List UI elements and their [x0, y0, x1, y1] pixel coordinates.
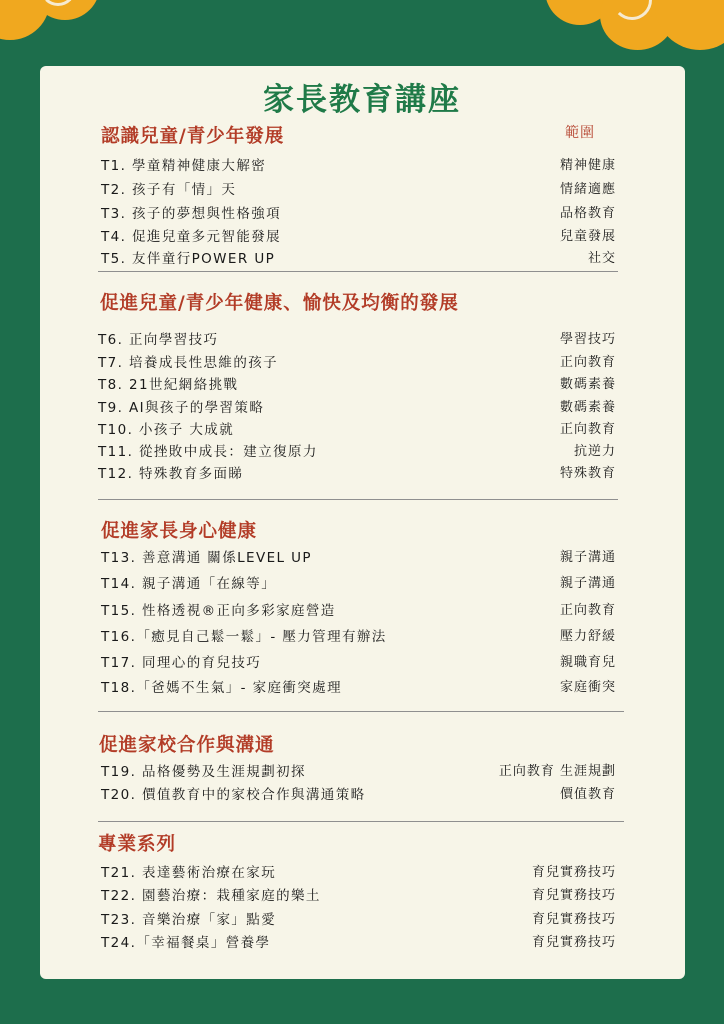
- category-label: 情緒適應: [559, 182, 616, 197]
- topic-label: T3. 孩子的夢想與性格強項: [101, 206, 282, 222]
- topic-label: T17. 同理心的育兒技巧: [101, 655, 262, 671]
- list-item: [0, 462, 724, 482]
- list-item: [0, 676, 724, 696]
- topic-label: T21. 表達藝術治療在家玩: [101, 865, 277, 881]
- list-item: [0, 931, 724, 951]
- category-label: 親子溝通: [559, 576, 616, 591]
- category-label: 正向教育: [559, 603, 616, 618]
- topic-label: T16.「癒見自己鬆一鬆」- 壓力管理有辦法: [101, 629, 387, 645]
- list-item: [0, 418, 724, 438]
- category-label: 價值教育: [559, 787, 616, 802]
- category-label: 數碼素養: [559, 400, 616, 415]
- list-item: [0, 328, 724, 348]
- topic-label: T22. 園藝治療：栽種家庭的樂土: [101, 888, 321, 904]
- category-label: 特殊教育: [559, 466, 616, 481]
- category-label: 家庭衝突: [559, 680, 616, 695]
- category-label: 精神健康: [559, 158, 616, 173]
- list-item: [0, 546, 724, 566]
- category-label: 育兒實務技巧: [531, 888, 616, 903]
- category-label: 壓力舒緩: [559, 629, 616, 644]
- section-divider: [98, 499, 618, 500]
- topic-label: T11. 從挫敗中成長：建立復原力: [98, 444, 318, 460]
- topic-label: T10. 小孩子 大成就: [98, 422, 235, 438]
- category-label: 正向教育: [559, 422, 616, 437]
- section-title-professional-series: 專業系列: [98, 834, 177, 855]
- list-item: [0, 202, 724, 222]
- topic-label: T24.「幸福餐桌」營養學: [101, 935, 271, 951]
- category-label: 正向教育: [559, 355, 616, 370]
- section-title-home-school: 促進家校合作與溝通: [99, 735, 275, 756]
- section-divider: [98, 711, 624, 712]
- category-label: 育兒實務技巧: [531, 935, 616, 950]
- range-header: 範圍: [565, 125, 595, 141]
- topic-label: T8. 21世紀網絡挑戰: [98, 377, 239, 393]
- category-label: 抗逆力: [573, 444, 616, 459]
- topic-label: T1. 學童精神健康大解密: [101, 158, 267, 174]
- category-label: 親職育兒: [559, 655, 616, 670]
- topic-label: T15. 性格透視®正向多彩家庭營造: [101, 603, 336, 619]
- category-label: 品格教育: [559, 206, 616, 221]
- category-label: 親子溝通: [559, 550, 616, 565]
- category-label: 育兒實務技巧: [531, 865, 616, 880]
- category-label: 兒童發展: [559, 229, 616, 244]
- topic-label: T18.「爸媽不生氣」- 家庭衝突處理: [101, 680, 342, 696]
- topic-label: T7. 培養成長性思維的孩子: [98, 355, 279, 371]
- list-item: [0, 225, 724, 245]
- topic-label: T12. 特殊教育多面睇: [98, 466, 244, 482]
- section-title-child-development: 認識兒童/青少年發展: [101, 126, 285, 147]
- list-item: [0, 908, 724, 928]
- list-item: [0, 154, 724, 174]
- section-title-parent-wellbeing: 促進家長身心健康: [101, 521, 258, 542]
- list-item: [0, 599, 724, 619]
- list-item: [0, 861, 724, 881]
- list-item: [0, 351, 724, 371]
- section-divider: [98, 271, 618, 272]
- topic-label: T13. 善意溝通 關係LEVEL UP: [101, 550, 312, 566]
- topic-label: T20. 價值教育中的家校合作與溝通策略: [101, 787, 366, 803]
- section-divider: [98, 821, 624, 822]
- list-item: [0, 572, 724, 592]
- list-item: [0, 884, 724, 904]
- topic-label: T5. 友伴童行POWER UP: [101, 251, 276, 267]
- category-label: 正向教育 生涯規劃: [498, 764, 616, 779]
- topic-label: T19. 品格優勢及生涯規劃初探: [101, 764, 306, 780]
- list-item: [0, 247, 724, 267]
- category-label: 育兒實務技巧: [531, 912, 616, 927]
- category-label: 學習技巧: [559, 332, 616, 347]
- list-item: [0, 783, 724, 803]
- category-label: 數碼素養: [559, 377, 616, 392]
- topic-label: T4. 促進兒童多元智能發展: [101, 229, 282, 245]
- page-title: 家長教育講座: [263, 82, 461, 118]
- section-title-healthy-development: 促進兒童/青少年健康、愉快及均衡的發展: [100, 293, 459, 314]
- topic-label: T6. 正向學習技巧: [98, 332, 219, 348]
- category-label: 社交: [587, 251, 616, 266]
- list-item: [0, 625, 724, 645]
- list-item: [0, 651, 724, 671]
- list-item: [0, 760, 724, 780]
- list-item: [0, 396, 724, 416]
- list-item: [0, 440, 724, 460]
- list-item: [0, 178, 724, 198]
- topic-label: T14. 親子溝通「在線等」: [101, 576, 277, 592]
- topic-label: T23. 音樂治療「家」點愛: [101, 912, 277, 928]
- topic-label: T2. 孩子有「情」天: [101, 182, 237, 198]
- topic-label: T9. AI與孩子的學習策略: [98, 400, 265, 416]
- list-item: [0, 373, 724, 393]
